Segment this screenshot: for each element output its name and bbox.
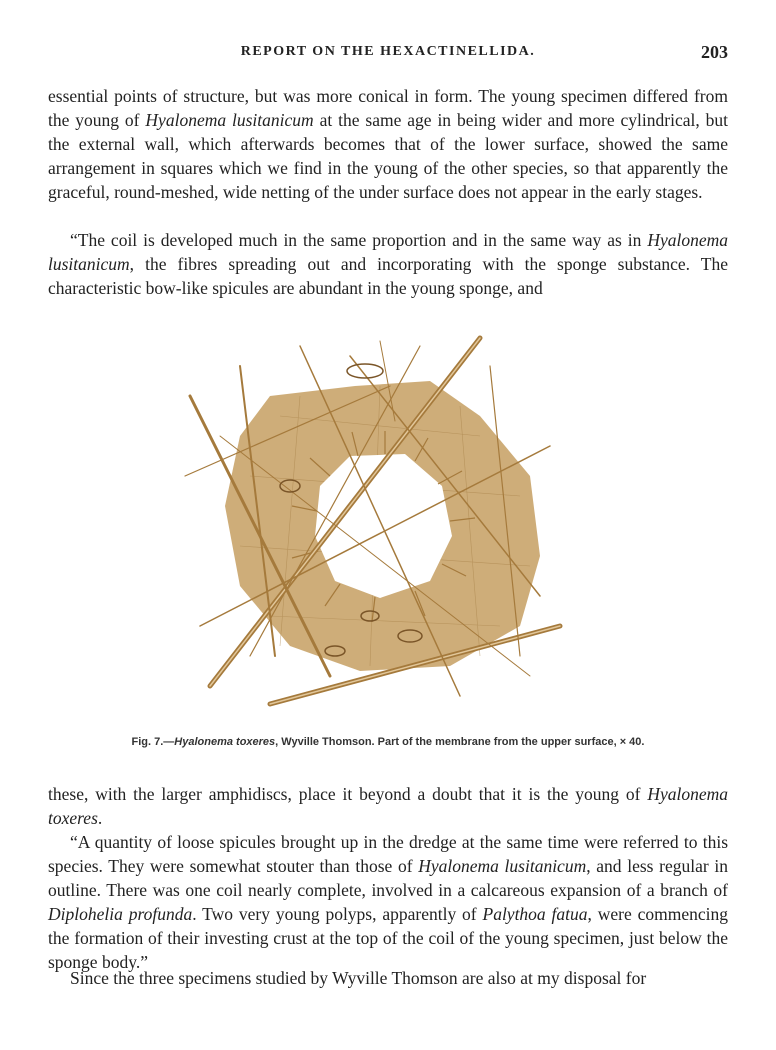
paragraph-1: essential points of structure, but was more conical in form. The young specimen differed from the young of Hyalonema lusitanicum at the same age in being wider and more cylindrical, but the external wall, which afterwards becomes that of the lower surface, showed the same arrangement in squares which we find in the young of the other species, so that apparently the graceful, round-meshed, wide netting of the under surface does not appear in the early stages. — [48, 86, 728, 202]
page-number: 203 — [701, 42, 728, 62]
running-title: REPORT ON THE HEXACTINELLIDA. — [240, 44, 536, 59]
figure-spicule-membrane — [180, 326, 570, 716]
species-name: Hyalonema lusitanicum — [145, 110, 314, 130]
species-name: Hyalonema lusitanicum — [48, 230, 728, 274]
species-name: Palythoa fatua — [482, 904, 588, 924]
paragraph-4: “A quantity of loose spicules brought up in the dredge at the same time were referred to this species. They were somewhat stouter than those of Hyalonema lusitanicum, and less regular in outline. There was one coil nearly complete, involved in a calcareous expansion of a branch of Diplohelia profunda. Two very young polyps, apparently of Palythoa fatua, were commencing the formation of their investing crust at the top of the coil of the young specimen, just below the sponge body.” — [48, 832, 728, 972]
figure-caption: Fig. 7.—Hyalonema toxeres, Wyville Thomson. Part of the membrane from the upper surface, × 40. — [131, 736, 645, 748]
species-name: Hyalonema lusitanicum — [418, 856, 587, 876]
membrane-illustration — [180, 326, 570, 716]
caption-species: Hyalonema toxeres — [174, 736, 276, 748]
page-header — [48, 44, 728, 68]
paragraph-3: these, with the larger amphidiscs, place it beyond a doubt that it is the young of Hyalonema toxeres. — [48, 784, 728, 828]
species-name: Diplohelia profunda — [48, 904, 193, 924]
paragraph-5: Since the three specimens studied by Wyville Thomson are also at my disposal for — [70, 968, 647, 988]
species-name: Hyalonema toxeres — [48, 784, 728, 828]
paragraph-2: “The coil is developed much in the same proportion and in the same way as in Hyalonema lusitanicum, the fibres spreading out and incorporating with the sponge substance. The characteristic bow-like spicules are abundant in the young sponge, and — [48, 230, 728, 298]
